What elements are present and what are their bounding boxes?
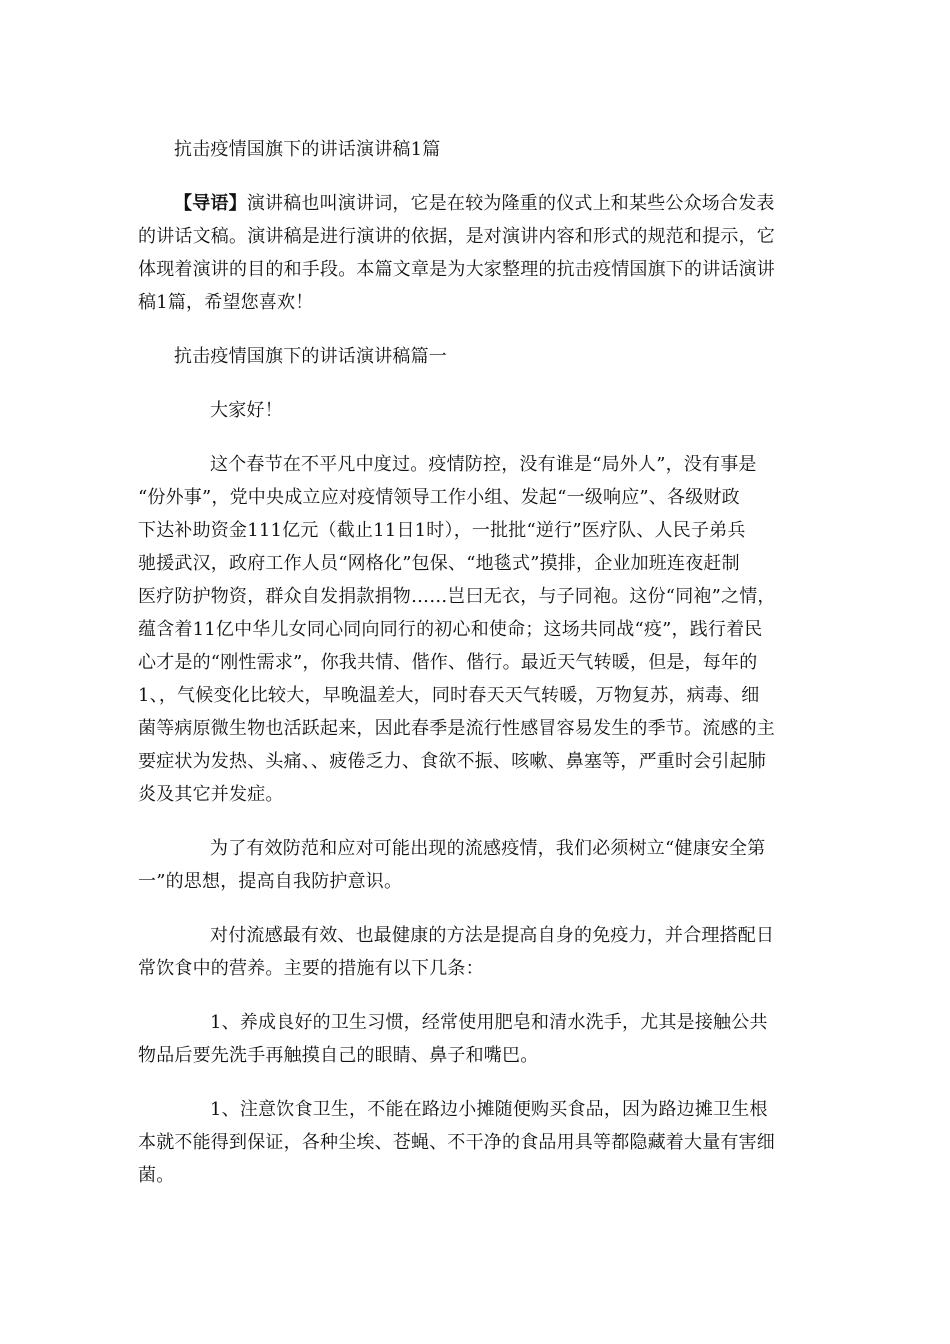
paragraph-line: 心才是的“刚性需求”，你我共情、偕作、偕行。最近天气转暖，但是，每年的	[138, 652, 758, 673]
paragraph-line: 1、注意饮食卫生，不能在路边小摊随便购买食品，因为路边摊卫生根	[210, 1099, 768, 1120]
paragraph-line: 这个春节在不平凡中度过。疫情防控，没有谁是“局外人”，没有事是	[210, 454, 757, 475]
intro-line: 体现着演讲的目的和手段。本篇文章是为大家整理的抗击疫情国旗下的讲话演讲	[138, 259, 775, 280]
paragraph-line: 物品后要先洗手再触摸自己的眼睛、鼻子和嘴巴。	[138, 1045, 539, 1066]
paragraph-line: 1、养成良好的卫生习惯，经常使用肥皂和清水洗手，尤其是接触公共	[210, 1012, 768, 1033]
paragraph-line: 炎及其它并发症。	[138, 784, 284, 805]
paragraph-line: 菌。	[138, 1165, 175, 1186]
paragraph-line: 下达补助资金111亿元（截止11日1时），一批批“逆行”医疗队、人民子弟兵	[138, 520, 746, 541]
intro-lead: 【导语】	[174, 193, 247, 214]
paragraph-line: 为了有效防范和应对可能出现的流感疫情，我们必须树立“健康安全第	[210, 838, 766, 859]
paragraph-line: 对付流感最有效、也最健康的方法是提高自身的免疫力，并合理搭配日	[210, 925, 775, 946]
section-title: 抗击疫情国旗下的讲话演讲稿篇一	[174, 346, 447, 367]
paragraph-line: 菌等病原微生物也活跃起来，因此春季是流行性感冒容易发生的季节。流感的主	[138, 718, 775, 739]
paragraph-line: 要症状为发热、头痛、、疲倦乏力、食欲不振、咳嗽、鼻塞等，严重时会引起肺	[138, 751, 766, 772]
intro-line: 的讲话文稿。演讲稿是进行演讲的依据，是对演讲内容和形式的规范和提示，它	[138, 226, 775, 247]
paragraph-line: 蕴含着11亿中华儿女同心同向同行的初心和使命；这场共同战“疫”，践行着民	[138, 619, 763, 640]
paragraph-line: “份外事”，党中央成立应对疫情领导工作小组、发起“一级响应”、各级财政	[138, 487, 740, 508]
paragraph-line: 1、，气候变化比较大，早晚温差大，同时春天天气转暖，万物复苏，病毒、细	[138, 685, 760, 706]
document-title: 抗击疫情国旗下的讲话演讲稿1篇	[174, 139, 441, 160]
paragraph-line: 驰援武汉，政府工作人员“网格化”包保、“地毯式”摸排，企业加班连夜赶制	[138, 553, 740, 574]
intro-text: 演讲稿也叫演讲词，它是在较为隆重的仪式上和某些公众场合发表	[246, 193, 775, 214]
paragraph-line: 医疗防护物资，群众自发捐款捐物……岂曰无衣，与子同袍。这份“同袍”之情，	[138, 586, 776, 607]
paragraph-line: 常饮食中的营养。主要的措施有以下几条：	[138, 958, 484, 979]
intro-line: 稿1篇，希望您喜欢！	[138, 292, 314, 313]
paragraph-line: 本就不能得到保证，各种尘埃、苍蝇、不干净的食品用具等都隐藏着大量有害细	[138, 1132, 775, 1153]
document-page	[138, 0, 818, 1344]
paragraph-line: 一”的思想，提高自我防护意识。	[138, 871, 403, 892]
greeting: 大家好！	[210, 400, 283, 421]
intro-line	[138, 193, 818, 215]
